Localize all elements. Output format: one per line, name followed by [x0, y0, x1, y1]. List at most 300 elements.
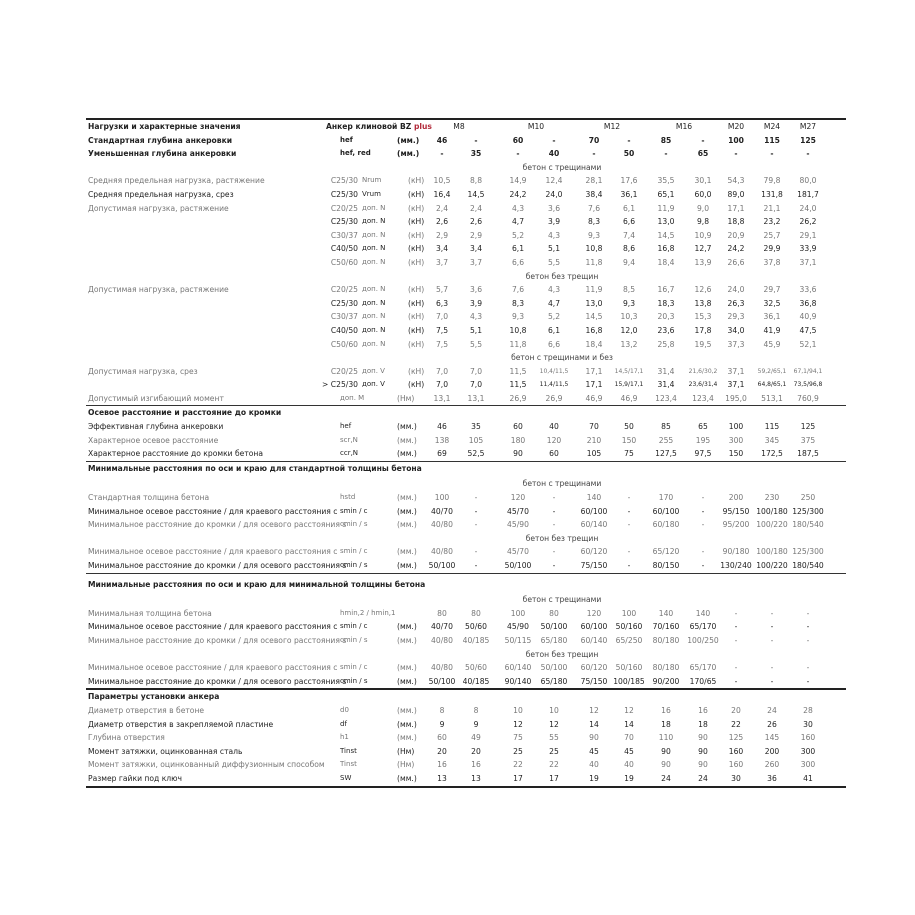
cell-value: 31,4	[657, 366, 675, 376]
cell-value: 30,1	[694, 176, 712, 186]
cell-value: 17,1	[585, 380, 603, 390]
row-label: Характерное расстояние до кромки бетона	[88, 449, 264, 459]
cell-value: 85	[661, 422, 671, 432]
cell-value: 90/140	[504, 676, 532, 686]
cell-value: -	[806, 663, 810, 673]
row-label: Минимальное осевое расстояние / для краевого расстояния с	[88, 663, 338, 673]
unit: (Нм)	[397, 393, 415, 403]
cell-value: 22	[731, 719, 741, 729]
cell-value: 40/70	[431, 506, 453, 516]
table-row	[86, 648, 846, 662]
cell-value: -	[770, 622, 774, 632]
cell-value: 120	[546, 435, 562, 445]
cell-value: 4,3	[469, 312, 483, 322]
cell-value: 75/150	[580, 561, 608, 570]
cell-value: -	[627, 561, 631, 570]
cell-value: 26,3	[727, 298, 745, 308]
size-header: M16	[675, 122, 693, 131]
table-row	[86, 772, 846, 788]
symbol: hef, red	[340, 149, 371, 158]
cell-value: 32,5	[763, 298, 781, 308]
cell-value: 180/540	[792, 561, 824, 570]
table-row	[86, 690, 846, 704]
cell-value: 2,4	[469, 203, 483, 213]
cell-value: 115	[764, 135, 780, 145]
unit: (мм.)	[397, 493, 417, 503]
concrete-class: C40/50	[330, 325, 358, 335]
symbol: доп. N	[362, 285, 386, 294]
cell-value: 12	[513, 719, 523, 729]
cell-value: 160	[728, 760, 744, 770]
cell-value: 22	[513, 760, 523, 770]
table-row	[86, 147, 846, 161]
row-label: Допустимая нагрузка, растяжение	[88, 285, 229, 295]
cell-value: 5,5	[547, 257, 561, 267]
symbol: hef	[340, 422, 352, 431]
unit: (кН)	[408, 217, 425, 227]
cell-value: 65/180	[540, 676, 568, 686]
cell-value: 3,4	[435, 244, 449, 254]
size-header: M24	[763, 122, 781, 131]
cell-value: 65,1	[657, 189, 675, 199]
cell-value: -	[552, 493, 556, 503]
cell-value: 100/250	[687, 635, 719, 645]
cell-value: 80	[471, 608, 481, 618]
cell-value: -	[474, 520, 478, 530]
row-label: Эффективная глубина анкеровки	[88, 422, 224, 432]
cell-value: 41	[803, 773, 813, 783]
cell-value: 60	[437, 733, 447, 743]
cell-value: 95/200	[722, 520, 750, 530]
table-row	[86, 256, 846, 270]
cell-value: 7,0	[435, 312, 449, 322]
table-row	[86, 578, 846, 592]
cell-value: -	[701, 506, 705, 516]
row-label: Минимальная толщина бетона	[88, 608, 212, 618]
cell-value: 40	[624, 760, 634, 770]
cell-value: 75	[624, 449, 634, 459]
cell-value: 45/90	[507, 622, 529, 632]
cell-value: 13,1	[467, 393, 485, 403]
cell-value: 60/100	[652, 506, 680, 516]
row-label: Диаметр отверстия в бетоне	[88, 705, 205, 715]
cell-value: 54,3	[727, 176, 745, 186]
cell-value: 45	[589, 746, 599, 756]
cell-value: 5,2	[547, 312, 561, 322]
table-row	[86, 174, 846, 188]
table-row	[86, 505, 846, 519]
symbol: доп. N	[362, 244, 386, 253]
concrete-class: C25/30	[330, 189, 358, 199]
unit: (мм.)	[397, 705, 417, 715]
cell-value: 13	[437, 773, 447, 783]
row-label: Минимальное расстояние до кромки / для осевого расстояния s	[88, 635, 347, 645]
cell-value: 110	[658, 733, 674, 743]
cell-value: 12,6	[694, 285, 712, 295]
cell-value: 70	[624, 733, 634, 743]
cell-value: 30	[731, 773, 741, 783]
cell-value: 24,0	[545, 189, 563, 199]
cell-value: 12,4	[545, 176, 563, 186]
cell-value: 70/160	[652, 622, 680, 632]
cell-value: 34,0	[727, 325, 745, 335]
cell-value: 5,2	[511, 230, 525, 240]
cell-value: 29,7	[763, 285, 781, 295]
cell-value: -	[627, 547, 631, 557]
table-row	[86, 365, 846, 379]
row-label: Момент затяжки, оцинкованная сталь	[88, 746, 243, 756]
cell-value: -	[806, 635, 810, 645]
cell-value: 21,1	[763, 203, 781, 213]
cell-value: 24,0	[799, 203, 817, 213]
cell-value: 85	[660, 135, 672, 145]
cell-value: 41,9	[763, 325, 781, 335]
symbol: Nrum	[362, 176, 382, 185]
cell-value: 19,5	[694, 339, 712, 349]
cell-value: 90	[698, 760, 708, 770]
cell-value: 19	[624, 773, 634, 783]
unit: (мм.)	[397, 506, 417, 516]
cell-value: -	[440, 149, 444, 159]
symbol: hmin,2 / hmin,1	[340, 608, 396, 617]
unit: (кН)	[408, 230, 425, 240]
cell-value: 11,8	[585, 257, 603, 267]
cell-value: 115	[764, 422, 780, 432]
cell-value: 20	[471, 746, 481, 756]
cell-value: 100	[621, 608, 637, 618]
cell-value: 125	[728, 733, 744, 743]
cell-value: 210	[586, 435, 602, 445]
cell-value: 23,6	[657, 325, 675, 335]
unit: (мм.)	[397, 676, 417, 686]
row-label: Средняя предельная нагрузка, растяжение	[88, 176, 265, 186]
cell-value: 36,8	[799, 298, 817, 308]
cell-value: 13,1	[433, 393, 451, 403]
row-label: Допустимая нагрузка, срез	[88, 366, 198, 376]
cell-value: 10,8	[585, 244, 603, 254]
cell-value: 6,6	[547, 339, 561, 349]
cell-value: 46	[437, 422, 447, 432]
unit: (Нм)	[397, 760, 415, 770]
cell-value: 60/140	[580, 635, 608, 645]
cell-value: -	[474, 493, 478, 503]
cell-value: 15,3	[694, 312, 712, 322]
cell-value: -	[627, 493, 631, 503]
cell-value: 123,4	[692, 393, 714, 403]
cell-value: -	[701, 493, 705, 503]
cell-value: 105	[468, 435, 484, 445]
cell-value: 4,3	[547, 230, 561, 240]
cell-value: 33,9	[799, 244, 817, 254]
table-row	[86, 593, 846, 607]
unit: (кН)	[408, 366, 425, 376]
cell-value: -	[770, 635, 774, 645]
cell-value: 97,5	[694, 449, 712, 459]
symbol: ccr,N	[340, 449, 359, 458]
symbol: доп. N	[362, 257, 386, 266]
cell-value: 100/220	[756, 561, 788, 570]
unit: (мм.)	[397, 149, 420, 159]
cell-value: 138	[434, 435, 450, 445]
unit: (мм.)	[397, 435, 417, 445]
size-header: M20	[727, 122, 745, 131]
cell-value: 40/185	[462, 635, 490, 645]
table-row	[86, 215, 846, 229]
cell-value: 50/60	[465, 622, 487, 632]
cell-value: 29,1	[799, 230, 817, 240]
symbol: доп. V	[362, 366, 385, 375]
cell-value: 16	[661, 705, 671, 715]
table-row	[86, 134, 846, 148]
cell-value: 187,5	[797, 449, 819, 459]
cell-value: 26,9	[509, 393, 527, 403]
row-label: Размер гайки под ключ	[88, 773, 183, 783]
product-suffix: plus	[413, 122, 432, 131]
cell-value: 195,0	[725, 393, 747, 403]
cell-value: 15,9/17,1	[614, 381, 644, 389]
cell-value: 37,8	[763, 257, 781, 267]
concrete-condition-note: бетон без трещин	[525, 649, 599, 659]
cell-value: 13,0	[657, 217, 675, 227]
row-label: Минимальное расстояние до кромки / для осевого расстояния s	[88, 520, 347, 530]
cell-value: 60,0	[694, 189, 712, 199]
cell-value: 300	[800, 746, 816, 756]
table-row	[86, 392, 846, 407]
unit: (мм.)	[397, 547, 417, 557]
cell-value: 9	[473, 719, 479, 729]
symbol: доп. N	[362, 312, 386, 321]
cell-value: -	[627, 135, 631, 145]
cell-value: 23,6/31,4	[688, 381, 718, 389]
table-row	[86, 270, 846, 284]
cell-value: 24	[661, 773, 671, 783]
cell-value: 14,5	[467, 189, 485, 199]
unit: (кН)	[408, 176, 425, 186]
cell-value: 10,8	[509, 325, 527, 335]
cell-value: 160	[800, 733, 816, 743]
symbol: доп. M	[340, 393, 365, 402]
cell-value: 10,3	[620, 312, 638, 322]
cell-value: 16,8	[585, 325, 603, 335]
unit: (кН)	[408, 285, 425, 295]
cell-value: 10,4/11,5	[539, 367, 569, 375]
concrete-class: C20/25	[330, 203, 358, 213]
cell-value: 100	[510, 608, 526, 618]
cell-value: 10,9	[694, 230, 712, 240]
cell-value: 40	[589, 760, 599, 770]
cell-value: 14	[624, 719, 634, 729]
symbol: доп. N	[362, 217, 386, 226]
table-row	[86, 283, 846, 297]
cell-value: 100	[728, 135, 744, 145]
cell-value: 18,4	[585, 339, 603, 349]
cell-value: 16,8	[657, 244, 675, 254]
cell-value: 24,0	[727, 285, 745, 295]
cell-value: 181,7	[797, 189, 819, 199]
cell-value: 2,9	[435, 230, 449, 240]
table-row	[86, 118, 846, 134]
section-title: Параметры установки анкера	[88, 692, 220, 702]
cell-value: 9,3	[511, 312, 525, 322]
cell-value: -	[734, 676, 738, 686]
cell-value: 26	[767, 719, 777, 729]
table-row	[86, 559, 846, 574]
unit: (мм.)	[397, 622, 417, 632]
cell-value: 6,3	[435, 298, 449, 308]
cell-value: -	[806, 149, 810, 159]
cell-value: 300	[728, 435, 744, 445]
cell-value: 300	[800, 760, 816, 770]
cell-value: 30	[803, 719, 813, 729]
unit: (мм.)	[397, 449, 417, 459]
cell-value: -	[592, 149, 596, 159]
cell-value: 25	[549, 746, 559, 756]
cell-value: 40	[548, 149, 560, 159]
cell-value: 2,6	[469, 217, 483, 227]
cell-value: 90	[661, 760, 671, 770]
cell-value: 26,9	[545, 393, 563, 403]
section-title: Осевое расстояние и расстояние до кромки	[88, 408, 282, 418]
table-row	[86, 731, 846, 745]
cell-value: 16	[437, 760, 447, 770]
cell-value: -	[770, 608, 774, 618]
product-name-text: Анкер клиновой BZ	[326, 122, 412, 131]
cell-value: 9,3	[587, 230, 601, 240]
cell-value: 35,5	[657, 176, 675, 186]
cell-value: 10,5	[433, 176, 451, 186]
symbol: cmin / s	[340, 635, 368, 644]
cell-value: 90/200	[652, 676, 680, 686]
cell-value: -	[701, 520, 705, 530]
cell-value: 17	[513, 773, 523, 783]
cell-value: -	[552, 506, 556, 516]
row-label: Диаметр отверстия в закрепляемой пластине	[88, 719, 274, 729]
row-label: Уменьшенная глубина анкеровки	[88, 149, 237, 159]
concrete-class: C50/60	[330, 339, 358, 349]
cell-value: 95/150	[722, 506, 750, 516]
cell-value: 26,6	[727, 257, 745, 267]
cell-value: 65/180	[540, 635, 568, 645]
table-row	[86, 434, 846, 448]
cell-value: -	[734, 663, 738, 673]
symbol: Tinst	[340, 746, 357, 755]
table-row	[86, 675, 846, 691]
cell-value: 100/180	[756, 547, 788, 557]
cell-value: 50/100	[504, 561, 532, 570]
symbol: smin / c	[340, 547, 368, 556]
concrete-class: C25/30	[330, 298, 358, 308]
cell-value: -	[552, 561, 556, 570]
symbol: доп. N	[362, 203, 386, 212]
row-label: Допустимая нагрузка, растяжение	[88, 203, 229, 213]
symbol: cmin / s	[340, 561, 368, 569]
cell-value: 16,4	[433, 189, 451, 199]
product-name	[326, 120, 432, 134]
cell-value: 80/180	[652, 663, 680, 673]
cell-value: 8	[473, 705, 479, 715]
row-label: Минимальное расстояние до кромки / для осевого расстояния s	[88, 676, 347, 686]
table-row	[86, 378, 846, 392]
cell-value: 13	[471, 773, 481, 783]
cell-value: 50	[624, 422, 634, 432]
row-label: Минимальное осевое расстояние / для краевого расстояния с	[88, 506, 338, 516]
cell-value: 145	[764, 733, 780, 743]
cell-value: 8	[439, 705, 445, 715]
cell-value: -	[516, 149, 520, 159]
cell-value: 170/65	[689, 676, 717, 686]
cell-value: 65/250	[615, 635, 643, 645]
cell-value: 60	[549, 449, 559, 459]
cell-value: 20	[437, 746, 447, 756]
unit: (мм.)	[397, 422, 417, 432]
cell-value: 79,8	[763, 176, 781, 186]
cell-value: 9,4	[622, 257, 636, 267]
cell-value: 45/70	[507, 547, 529, 557]
symbol: scr,N	[340, 435, 358, 444]
cell-value: 140	[695, 608, 711, 618]
cell-value: 90/180	[722, 547, 750, 557]
cell-value: 180/540	[792, 520, 824, 530]
cell-value: -	[474, 561, 478, 570]
symbol: доп. N	[362, 339, 386, 348]
cell-value: 18,8	[727, 217, 745, 227]
unit: (мм.)	[397, 635, 417, 645]
cell-value: 37,1	[727, 380, 745, 390]
cell-value: 17	[549, 773, 559, 783]
cell-value: 100/220	[756, 520, 788, 530]
cell-value: 2,4	[435, 203, 449, 213]
cell-value: 40/80	[431, 663, 453, 673]
cell-value: -	[806, 676, 810, 686]
table-row	[86, 607, 846, 621]
cell-value: -	[806, 622, 810, 632]
unit: (Нм)	[397, 746, 415, 756]
cell-value: 9,8	[696, 217, 710, 227]
unit: (мм.)	[397, 663, 417, 673]
cell-value: 65	[697, 149, 709, 159]
cell-value: 3,6	[547, 203, 561, 213]
cell-value: 11,9	[585, 285, 603, 295]
cell-value: 3,6	[469, 285, 483, 295]
cell-value: -	[734, 635, 738, 645]
cell-value: 100	[728, 422, 744, 432]
cell-value: 125	[800, 135, 816, 145]
cell-value: 80	[549, 608, 559, 618]
symbol: cmin / s	[340, 676, 368, 685]
cell-value: 80,0	[799, 176, 817, 186]
table-row	[86, 661, 846, 675]
table-row	[86, 620, 846, 634]
cell-value: 47,5	[799, 325, 817, 335]
cell-value: 150	[728, 449, 744, 459]
cell-value: 59,2/65,1	[757, 367, 787, 375]
cell-value: 3,4	[469, 244, 483, 254]
table-row	[86, 310, 846, 324]
table-row	[86, 188, 846, 202]
cell-value: 50/100	[540, 663, 568, 673]
cell-value: 230	[764, 493, 780, 503]
cell-value: 16,7	[657, 285, 675, 295]
cell-value: 14,9	[509, 176, 527, 186]
row-label: Стандартная толщина бетона	[88, 493, 210, 503]
cell-value: 35	[471, 422, 481, 432]
row-label: Момент затяжки, оцинкованный диффузионным способом	[88, 760, 325, 770]
cell-value: 24,2	[727, 244, 745, 254]
symbol: smin / c	[340, 622, 368, 631]
symbol: h1	[340, 733, 349, 742]
cell-value: 5,5	[469, 339, 483, 349]
cell-value: 131,8	[761, 189, 783, 199]
